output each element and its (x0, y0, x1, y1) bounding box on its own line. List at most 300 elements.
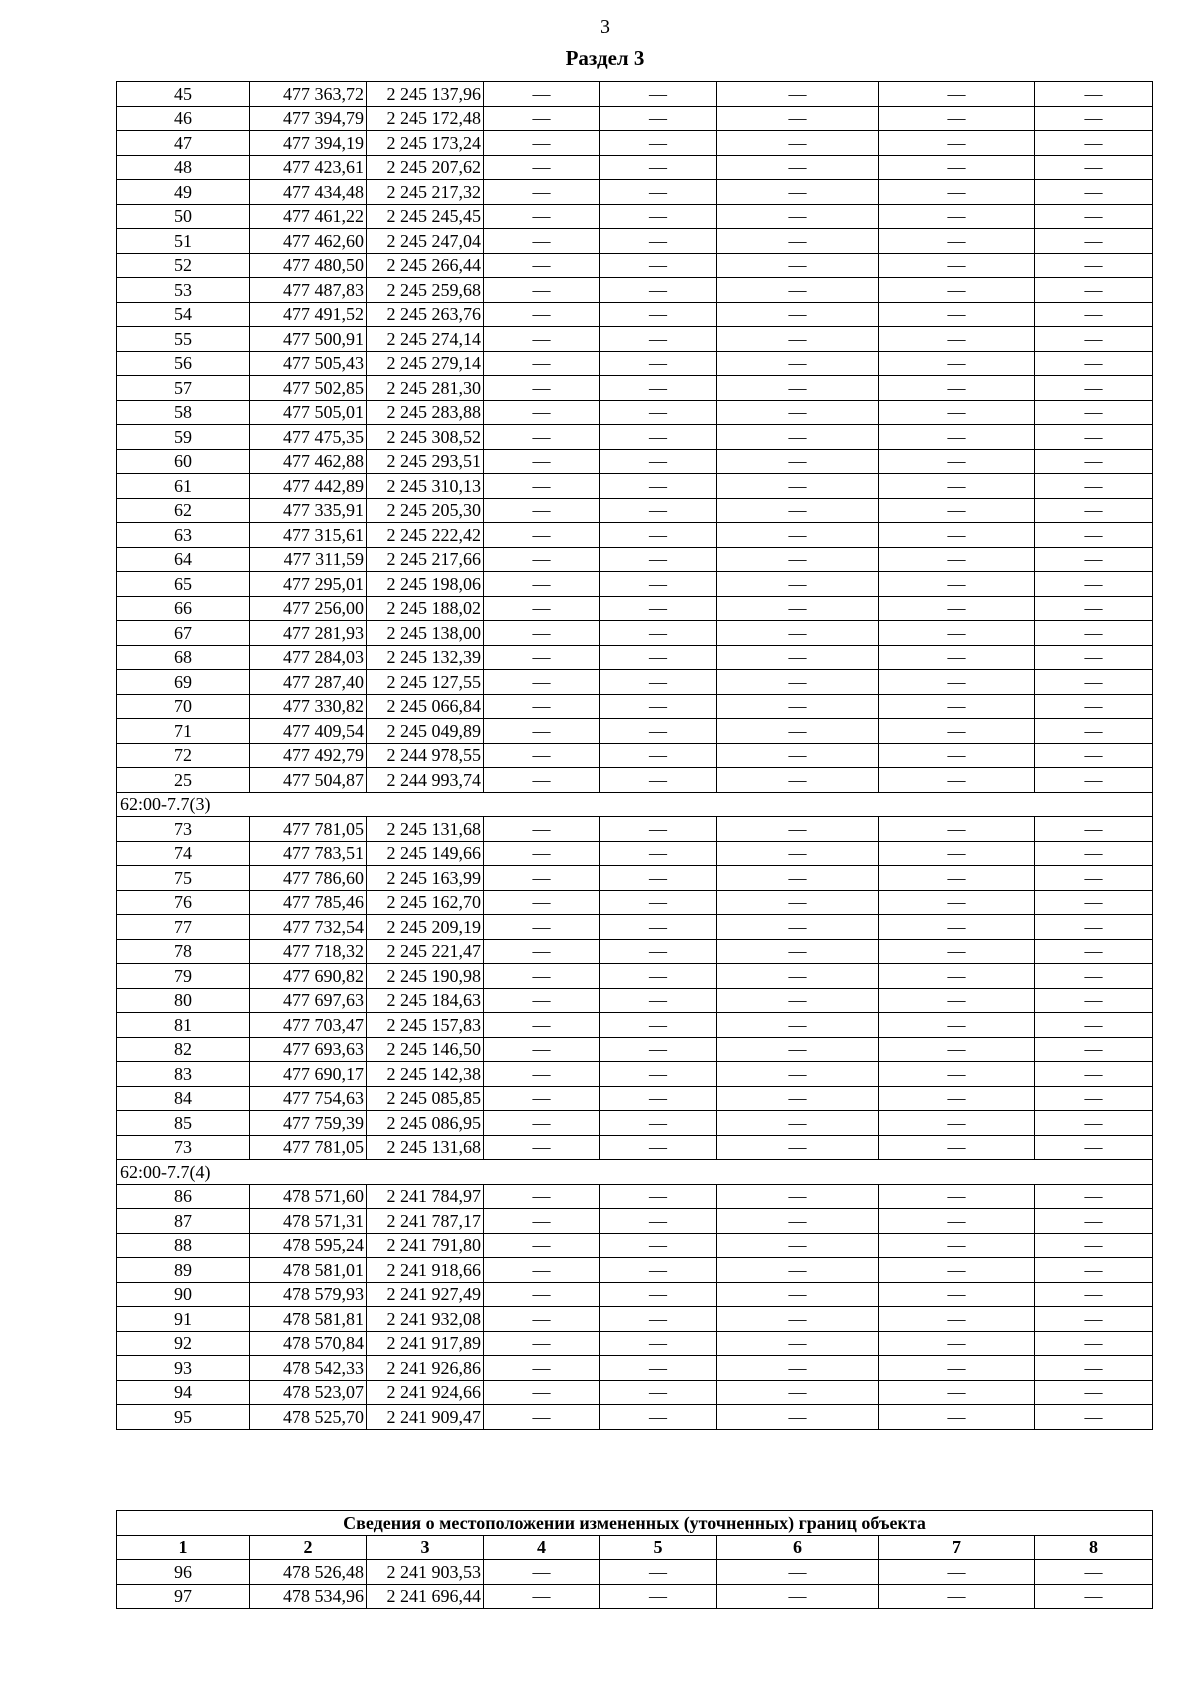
x-coordinate: 477 409,54 (250, 719, 367, 744)
point-number: 81 (117, 1013, 250, 1038)
point-number: 74 (117, 841, 250, 866)
x-coordinate: 477 434,48 (250, 180, 367, 205)
table-row (117, 1560, 1153, 1585)
empty-dash-cell: — (717, 1184, 879, 1209)
point-number: 54 (117, 302, 250, 327)
empty-dash-cell: — (484, 1405, 600, 1430)
empty-dash-cell: — (484, 1560, 600, 1585)
y-coordinate: 2 245 190,98 (367, 964, 484, 989)
empty-dash-cell: — (600, 1062, 717, 1087)
empty-dash-cell: — (879, 1584, 1035, 1609)
empty-dash-cell: — (600, 155, 717, 180)
empty-dash-cell: — (600, 204, 717, 229)
empty-dash-cell: — (879, 964, 1035, 989)
empty-dash-cell: — (1035, 1380, 1153, 1405)
table-row (117, 1086, 1153, 1111)
empty-dash-cell: — (1035, 253, 1153, 278)
table-row (117, 670, 1153, 695)
table-row (117, 1331, 1153, 1356)
empty-dash-cell: — (600, 1111, 717, 1136)
empty-dash-cell: — (1035, 1307, 1153, 1332)
x-coordinate: 477 462,60 (250, 229, 367, 254)
point-number: 64 (117, 547, 250, 572)
empty-dash-cell: — (1035, 1086, 1153, 1111)
y-coordinate: 2 245 131,68 (367, 1135, 484, 1160)
column-header: 1 (117, 1535, 250, 1560)
table-row (117, 719, 1153, 744)
table-row (117, 645, 1153, 670)
empty-dash-cell: — (879, 719, 1035, 744)
empty-dash-cell: — (879, 621, 1035, 646)
table-row (117, 400, 1153, 425)
group-row (117, 1160, 1153, 1185)
empty-dash-cell: — (879, 988, 1035, 1013)
empty-dash-cell: — (879, 327, 1035, 352)
table-row (117, 327, 1153, 352)
empty-dash-cell: — (1035, 1560, 1153, 1585)
empty-dash-cell: — (600, 523, 717, 548)
empty-dash-cell: — (1035, 425, 1153, 450)
table-row (117, 1233, 1153, 1258)
empty-dash-cell: — (600, 376, 717, 401)
x-coordinate: 477 423,61 (250, 155, 367, 180)
group-label: 62:00-7.7(3) (117, 792, 1153, 817)
point-number: 73 (117, 1135, 250, 1160)
empty-dash-cell: — (717, 1013, 879, 1038)
empty-dash-cell: — (484, 719, 600, 744)
empty-dash-cell: — (717, 400, 879, 425)
empty-dash-cell: — (717, 1086, 879, 1111)
empty-dash-cell: — (1035, 572, 1153, 597)
empty-dash-cell: — (484, 1037, 600, 1062)
empty-dash-cell: — (484, 890, 600, 915)
y-coordinate: 2 245 137,96 (367, 82, 484, 107)
empty-dash-cell: — (879, 596, 1035, 621)
empty-dash-cell: — (879, 1380, 1035, 1405)
table-row (117, 106, 1153, 131)
empty-dash-cell: — (484, 351, 600, 376)
x-coordinate: 477 718,32 (250, 939, 367, 964)
empty-dash-cell: — (484, 621, 600, 646)
empty-dash-cell: — (717, 866, 879, 891)
y-coordinate: 2 245 217,32 (367, 180, 484, 205)
empty-dash-cell: — (600, 474, 717, 499)
empty-dash-cell: — (484, 572, 600, 597)
empty-dash-cell: — (879, 1307, 1035, 1332)
x-coordinate: 477 754,63 (250, 1086, 367, 1111)
point-number: 48 (117, 155, 250, 180)
empty-dash-cell: — (484, 768, 600, 793)
empty-dash-cell: — (1035, 180, 1153, 205)
empty-dash-cell: — (600, 498, 717, 523)
x-coordinate: 477 693,63 (250, 1037, 367, 1062)
empty-dash-cell: — (484, 1584, 600, 1609)
empty-dash-cell: — (1035, 1209, 1153, 1234)
y-coordinate: 2 245 263,76 (367, 302, 484, 327)
empty-dash-cell: — (879, 1037, 1035, 1062)
empty-dash-cell: — (879, 131, 1035, 156)
table-row (117, 278, 1153, 303)
empty-dash-cell: — (879, 915, 1035, 940)
x-coordinate: 478 534,96 (250, 1584, 367, 1609)
table-row (117, 376, 1153, 401)
empty-dash-cell: — (717, 939, 879, 964)
empty-dash-cell: — (484, 866, 600, 891)
empty-dash-cell: — (600, 915, 717, 940)
empty-dash-cell: — (879, 302, 1035, 327)
x-coordinate: 477 703,47 (250, 1013, 367, 1038)
empty-dash-cell: — (1035, 694, 1153, 719)
empty-dash-cell: — (1035, 964, 1153, 989)
point-number: 53 (117, 278, 250, 303)
group-label: 62:00-7.7(4) (117, 1160, 1153, 1185)
point-number: 96 (117, 1560, 250, 1585)
x-coordinate: 477 500,91 (250, 327, 367, 352)
y-coordinate: 2 245 162,70 (367, 890, 484, 915)
empty-dash-cell: — (600, 1560, 717, 1585)
empty-dash-cell: — (1035, 106, 1153, 131)
x-coordinate: 477 505,43 (250, 351, 367, 376)
empty-dash-cell: — (484, 449, 600, 474)
table-row (117, 1584, 1153, 1609)
y-coordinate: 2 245 146,50 (367, 1037, 484, 1062)
empty-dash-cell: — (879, 1258, 1035, 1283)
table-row (117, 694, 1153, 719)
empty-dash-cell: — (717, 1037, 879, 1062)
y-coordinate: 2 245 209,19 (367, 915, 484, 940)
empty-dash-cell: — (1035, 1135, 1153, 1160)
empty-dash-cell: — (1035, 1062, 1153, 1087)
x-coordinate: 477 330,82 (250, 694, 367, 719)
empty-dash-cell: — (600, 1380, 717, 1405)
empty-dash-cell: — (1035, 596, 1153, 621)
empty-dash-cell: — (600, 253, 717, 278)
empty-dash-cell: — (600, 1405, 717, 1430)
point-number: 94 (117, 1380, 250, 1405)
empty-dash-cell: — (717, 1233, 879, 1258)
x-coordinate: 477 487,83 (250, 278, 367, 303)
x-coordinate: 477 394,79 (250, 106, 367, 131)
x-coordinate: 478 581,01 (250, 1258, 367, 1283)
table-row (117, 964, 1153, 989)
empty-dash-cell: — (879, 939, 1035, 964)
empty-dash-cell: — (484, 1356, 600, 1381)
empty-dash-cell: — (879, 474, 1035, 499)
y-coordinate: 2 245 132,39 (367, 645, 484, 670)
empty-dash-cell: — (1035, 1258, 1153, 1283)
empty-dash-cell: — (484, 327, 600, 352)
x-coordinate: 477 363,72 (250, 82, 367, 107)
empty-dash-cell: — (879, 1111, 1035, 1136)
table-row (117, 229, 1153, 254)
empty-dash-cell: — (717, 229, 879, 254)
empty-dash-cell: — (600, 1356, 717, 1381)
empty-dash-cell: — (484, 498, 600, 523)
y-coordinate: 2 241 917,89 (367, 1331, 484, 1356)
empty-dash-cell: — (717, 278, 879, 303)
x-coordinate: 477 475,35 (250, 425, 367, 450)
empty-dash-cell: — (717, 498, 879, 523)
empty-dash-cell: — (484, 670, 600, 695)
point-number: 62 (117, 498, 250, 523)
table-row (117, 1013, 1153, 1038)
column-header: 7 (879, 1535, 1035, 1560)
empty-dash-cell: — (879, 1233, 1035, 1258)
y-coordinate: 2 241 918,66 (367, 1258, 484, 1283)
empty-dash-cell: — (717, 1584, 879, 1609)
empty-dash-cell: — (717, 743, 879, 768)
table-row (117, 1037, 1153, 1062)
x-coordinate: 478 595,24 (250, 1233, 367, 1258)
empty-dash-cell: — (600, 964, 717, 989)
point-number: 68 (117, 645, 250, 670)
empty-dash-cell: — (1035, 376, 1153, 401)
y-coordinate: 2 245 173,24 (367, 131, 484, 156)
empty-dash-cell: — (600, 719, 717, 744)
coordinates-table (116, 81, 1153, 1430)
point-number: 65 (117, 572, 250, 597)
point-number: 84 (117, 1086, 250, 1111)
table-row (117, 204, 1153, 229)
empty-dash-cell: — (879, 866, 1035, 891)
empty-dash-cell: — (600, 743, 717, 768)
empty-dash-cell: — (1035, 498, 1153, 523)
y-coordinate: 2 241 924,66 (367, 1380, 484, 1405)
point-number: 67 (117, 621, 250, 646)
y-coordinate: 2 245 086,95 (367, 1111, 484, 1136)
empty-dash-cell: — (484, 743, 600, 768)
empty-dash-cell: — (717, 180, 879, 205)
table-row (117, 1209, 1153, 1234)
empty-dash-cell: — (600, 866, 717, 891)
empty-dash-cell: — (600, 449, 717, 474)
empty-dash-cell: — (879, 1184, 1035, 1209)
empty-dash-cell: — (1035, 82, 1153, 107)
empty-dash-cell: — (879, 694, 1035, 719)
y-coordinate: 2 245 198,06 (367, 572, 484, 597)
empty-dash-cell: — (484, 253, 600, 278)
x-coordinate: 477 335,91 (250, 498, 367, 523)
x-coordinate: 478 581,81 (250, 1307, 367, 1332)
empty-dash-cell: — (717, 131, 879, 156)
point-number: 95 (117, 1405, 250, 1430)
empty-dash-cell: — (1035, 278, 1153, 303)
empty-dash-cell: — (484, 376, 600, 401)
coordinates-table-body (117, 82, 1153, 1430)
empty-dash-cell: — (717, 694, 879, 719)
empty-dash-cell: — (600, 327, 717, 352)
table-caption-row (117, 1511, 1153, 1536)
empty-dash-cell: — (717, 670, 879, 695)
point-number: 60 (117, 449, 250, 474)
y-coordinate: 2 244 978,55 (367, 743, 484, 768)
empty-dash-cell: — (717, 523, 879, 548)
empty-dash-cell: — (600, 351, 717, 376)
table-row (117, 743, 1153, 768)
column-header: 4 (484, 1535, 600, 1560)
empty-dash-cell: — (600, 939, 717, 964)
empty-dash-cell: — (484, 1307, 600, 1332)
empty-dash-cell: — (1035, 890, 1153, 915)
y-coordinate: 2 245 245,45 (367, 204, 484, 229)
point-number: 78 (117, 939, 250, 964)
point-number: 77 (117, 915, 250, 940)
table-row (117, 131, 1153, 156)
table-row (117, 155, 1153, 180)
point-number: 49 (117, 180, 250, 205)
empty-dash-cell: — (600, 1037, 717, 1062)
table-row (117, 1282, 1153, 1307)
x-coordinate: 477 394,19 (250, 131, 367, 156)
empty-dash-cell: — (717, 1282, 879, 1307)
empty-dash-cell: — (1035, 1584, 1153, 1609)
point-number: 52 (117, 253, 250, 278)
table-row (117, 498, 1153, 523)
empty-dash-cell: — (717, 817, 879, 842)
point-number: 85 (117, 1111, 250, 1136)
point-number: 59 (117, 425, 250, 450)
empty-dash-cell: — (717, 1331, 879, 1356)
empty-dash-cell: — (717, 890, 879, 915)
point-number: 79 (117, 964, 250, 989)
empty-dash-cell: — (600, 302, 717, 327)
empty-dash-cell: — (600, 106, 717, 131)
x-coordinate: 478 579,93 (250, 1282, 367, 1307)
x-coordinate: 477 786,60 (250, 866, 367, 891)
y-coordinate: 2 245 184,63 (367, 988, 484, 1013)
x-coordinate: 478 523,07 (250, 1380, 367, 1405)
y-coordinate: 2 241 784,97 (367, 1184, 484, 1209)
empty-dash-cell: — (717, 376, 879, 401)
x-coordinate: 477 690,82 (250, 964, 367, 989)
empty-dash-cell: — (879, 572, 1035, 597)
x-coordinate: 477 732,54 (250, 915, 367, 940)
empty-dash-cell: — (1035, 204, 1153, 229)
empty-dash-cell: — (879, 1209, 1035, 1234)
x-coordinate: 477 783,51 (250, 841, 367, 866)
empty-dash-cell: — (1035, 939, 1153, 964)
empty-dash-cell: — (879, 890, 1035, 915)
empty-dash-cell: — (1035, 743, 1153, 768)
y-coordinate: 2 241 926,86 (367, 1356, 484, 1381)
y-coordinate: 2 245 310,13 (367, 474, 484, 499)
point-number: 45 (117, 82, 250, 107)
table-row (117, 988, 1153, 1013)
empty-dash-cell: — (600, 1233, 717, 1258)
empty-dash-cell: — (1035, 229, 1153, 254)
empty-dash-cell: — (717, 645, 879, 670)
x-coordinate: 477 315,61 (250, 523, 367, 548)
table-row (117, 351, 1153, 376)
empty-dash-cell: — (879, 841, 1035, 866)
empty-dash-cell: — (879, 1405, 1035, 1430)
x-coordinate: 477 492,79 (250, 743, 367, 768)
empty-dash-cell: — (600, 1086, 717, 1111)
x-coordinate: 477 284,03 (250, 645, 367, 670)
empty-dash-cell: — (484, 988, 600, 1013)
table-row (117, 939, 1153, 964)
empty-dash-cell: — (484, 645, 600, 670)
empty-dash-cell: — (484, 131, 600, 156)
empty-dash-cell: — (879, 180, 1035, 205)
y-coordinate: 2 245 217,66 (367, 547, 484, 572)
empty-dash-cell: — (879, 1560, 1035, 1585)
table-row (117, 82, 1153, 107)
empty-dash-cell: — (1035, 302, 1153, 327)
point-number: 75 (117, 866, 250, 891)
empty-dash-cell: — (1035, 547, 1153, 572)
empty-dash-cell: — (484, 596, 600, 621)
empty-dash-cell: — (717, 964, 879, 989)
point-number: 47 (117, 131, 250, 156)
y-coordinate: 2 241 791,80 (367, 1233, 484, 1258)
empty-dash-cell: — (600, 670, 717, 695)
y-coordinate: 2 245 127,55 (367, 670, 484, 695)
point-number: 70 (117, 694, 250, 719)
table-row (117, 866, 1153, 891)
empty-dash-cell: — (484, 547, 600, 572)
empty-dash-cell: — (717, 82, 879, 107)
table-row (117, 449, 1153, 474)
empty-dash-cell: — (600, 694, 717, 719)
empty-dash-cell: — (879, 351, 1035, 376)
empty-dash-cell: — (717, 915, 879, 940)
column-header: 5 (600, 1535, 717, 1560)
empty-dash-cell: — (717, 1405, 879, 1430)
x-coordinate: 477 690,17 (250, 1062, 367, 1087)
empty-dash-cell: — (717, 1307, 879, 1332)
empty-dash-cell: — (717, 621, 879, 646)
x-coordinate: 477 256,00 (250, 596, 367, 621)
empty-dash-cell: — (1035, 645, 1153, 670)
empty-dash-cell: — (1035, 817, 1153, 842)
empty-dash-cell: — (1035, 988, 1153, 1013)
empty-dash-cell: — (879, 1282, 1035, 1307)
empty-dash-cell: — (1035, 719, 1153, 744)
table-row (117, 1307, 1153, 1332)
x-coordinate: 477 311,59 (250, 547, 367, 572)
x-coordinate: 478 570,84 (250, 1331, 367, 1356)
empty-dash-cell: — (1035, 1331, 1153, 1356)
empty-dash-cell: — (879, 523, 1035, 548)
y-coordinate: 2 241 903,53 (367, 1560, 484, 1585)
empty-dash-cell: — (1035, 1111, 1153, 1136)
empty-dash-cell: — (717, 768, 879, 793)
empty-dash-cell: — (879, 1062, 1035, 1087)
empty-dash-cell: — (879, 204, 1035, 229)
empty-dash-cell: — (484, 1062, 600, 1087)
empty-dash-cell: — (484, 82, 600, 107)
x-coordinate: 477 461,22 (250, 204, 367, 229)
empty-dash-cell: — (879, 547, 1035, 572)
empty-dash-cell: — (484, 1380, 600, 1405)
changed-boundaries-table (116, 1510, 1153, 1609)
empty-dash-cell: — (1035, 1184, 1153, 1209)
point-number: 92 (117, 1331, 250, 1356)
table-row (117, 1135, 1153, 1160)
empty-dash-cell: — (484, 1282, 600, 1307)
table-row (117, 768, 1153, 793)
x-coordinate: 477 281,93 (250, 621, 367, 646)
empty-dash-cell: — (1035, 449, 1153, 474)
empty-dash-cell: — (879, 1086, 1035, 1111)
x-coordinate: 477 781,05 (250, 1135, 367, 1160)
y-coordinate: 2 245 293,51 (367, 449, 484, 474)
empty-dash-cell: — (717, 596, 879, 621)
empty-dash-cell: — (717, 1356, 879, 1381)
empty-dash-cell: — (717, 1135, 879, 1160)
x-coordinate: 477 442,89 (250, 474, 367, 499)
